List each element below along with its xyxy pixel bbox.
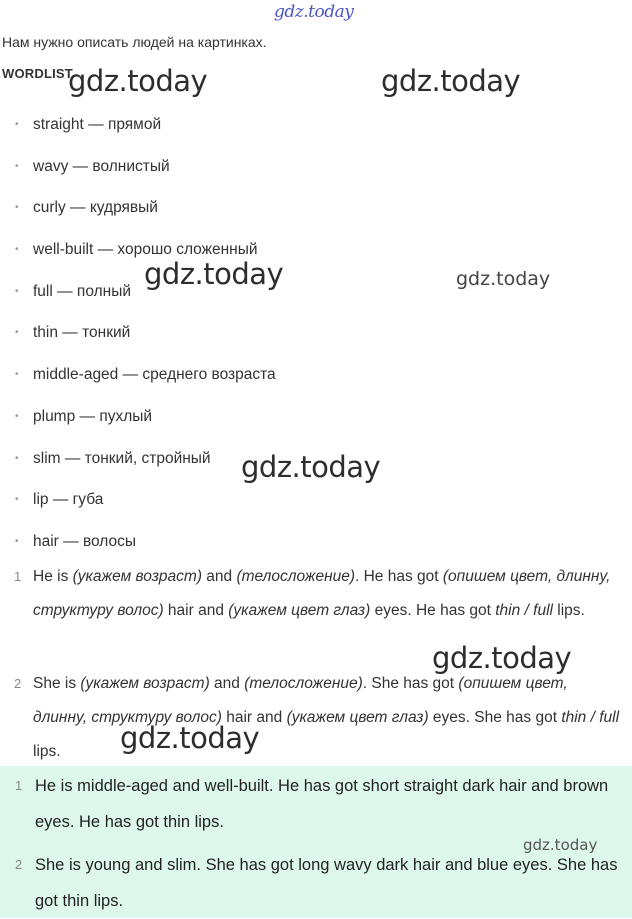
wordlist-item: • curly — кудрявый — [0, 187, 276, 229]
watermark-top: gdz.today — [274, 2, 354, 22]
wordlist-item: • full — полный — [0, 271, 276, 313]
template-text: He is (укажем возраст) and (телосложение). He has got (опишем цвет, длинну, структуру волос) hair and (укажем цвет глаз) eyes. He has got thin / full lips. — [33, 568, 611, 619]
template-text: She is (укажем возраст) and (телосложение). She has got (опишем цвет, длинну, структуру волос) hair and (укажем цвет глаз) eyes. She has got thin / full lips. — [33, 675, 620, 760]
answer-text: He is middle-aged and well-built. He has got short straight dark hair and brown eyes. He has got thin lips. — [35, 777, 609, 831]
watermark: gdz.today — [241, 450, 381, 484]
wordlist-item: • well-built — хорошо сложенный — [0, 229, 276, 271]
watermark: gdz.today — [144, 257, 284, 291]
answer-number: 2 — [15, 857, 23, 872]
answer-2 — [0, 847, 632, 919]
wordlist-heading: WORDLIST — [2, 66, 73, 81]
watermark: gdz.today — [120, 721, 260, 755]
answer-text: She is young and slim. She has got long wavy dark hair and blue eyes. She has got thin lips. — [35, 856, 618, 910]
template-2 — [0, 667, 632, 769]
template-number: 2 — [14, 676, 22, 691]
wordlist-item: • middle-aged — среднего возраста — [0, 354, 276, 396]
wordlist-item: • thin — тонкий — [0, 312, 276, 354]
watermark: gdz.today — [381, 64, 521, 98]
wordlist-item: • plump — пухлый — [0, 396, 276, 438]
answer-1 — [0, 768, 632, 840]
watermark: gdz.today — [523, 836, 598, 854]
wordlist-item: • hair — волосы — [0, 521, 276, 563]
template-number: 1 — [14, 569, 22, 584]
wordlist-item: • wavy — волнистый — [0, 146, 276, 188]
watermark: gdz.today — [68, 64, 208, 98]
answer-number: 1 — [15, 778, 23, 793]
watermark: gdz.today — [432, 641, 572, 675]
wordlist-item: • straight — прямой — [0, 104, 276, 146]
intro-text: Нам нужно описать людей на картинках. — [2, 34, 267, 50]
wordlist — [0, 104, 276, 563]
template-1 — [0, 560, 632, 628]
wordlist-item: • slim — тонкий, стройный — [0, 438, 276, 480]
wordlist-item: • lip — губа — [0, 479, 276, 521]
watermark: gdz.today — [456, 268, 551, 290]
